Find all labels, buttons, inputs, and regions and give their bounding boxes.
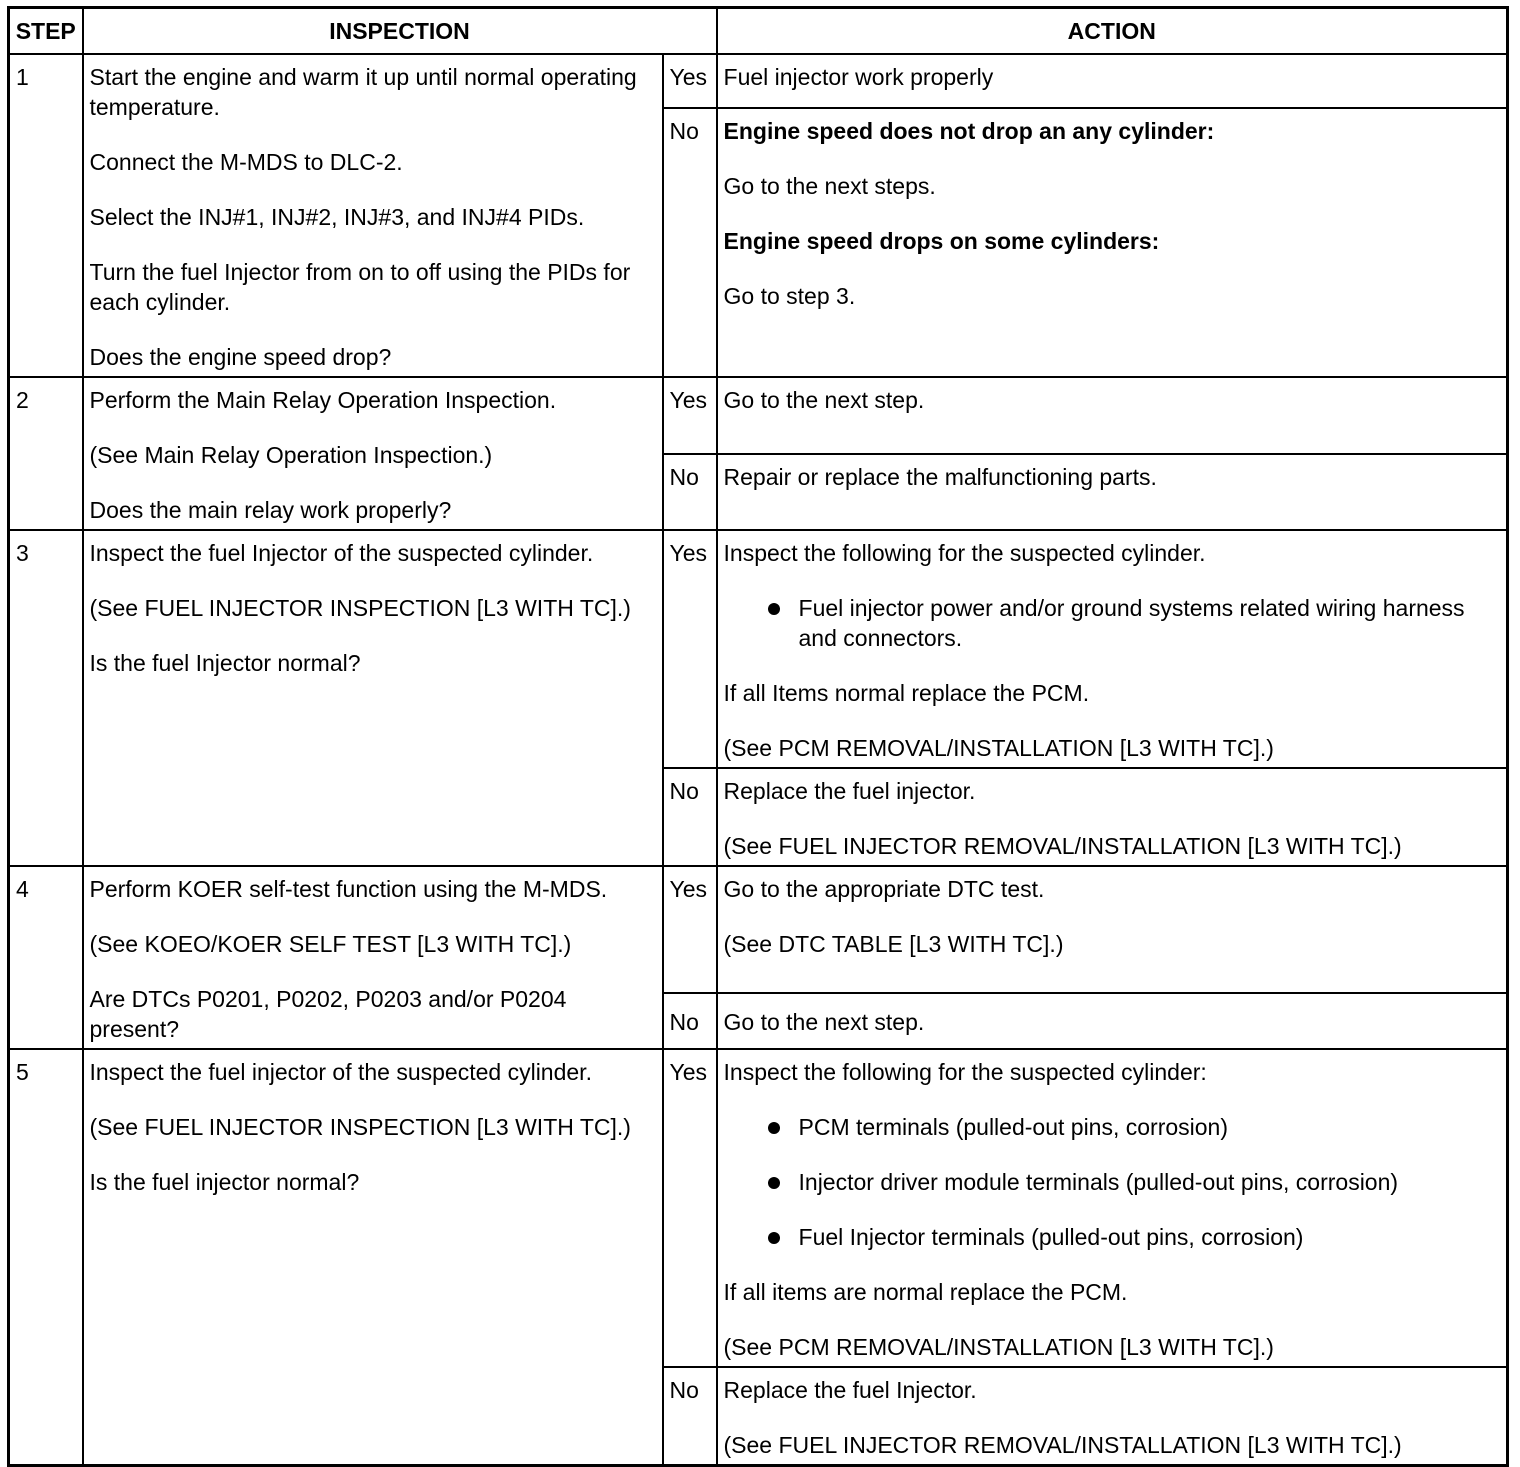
table-row-step-4-yes	[9, 866, 1508, 993]
no-label: No	[663, 768, 717, 866]
header-row	[9, 8, 1508, 55]
action-text: Inspect the following for the suspected cylinder.	[723, 540, 1206, 566]
inspection-cell	[83, 54, 663, 377]
inspection-checklist	[724, 593, 1501, 653]
no-action-cell	[717, 454, 1508, 531]
action-text: Inspect the following for the suspected cylinder:	[723, 1059, 1207, 1085]
table-row-step-3-yes	[9, 530, 1508, 768]
no-action-cell	[717, 768, 1508, 866]
action-text: Replace the fuel injector.	[723, 778, 976, 804]
yes-action-cell	[717, 1049, 1508, 1367]
yes-action-cell	[717, 866, 1508, 993]
yes-label: Yes	[663, 866, 717, 993]
yes-action-cell	[717, 54, 1508, 108]
list-item: Injector driver module terminals (pulled-out pins, corrosion)	[764, 1167, 1501, 1197]
step-number: 4	[9, 866, 83, 1049]
inspection-reference: (See KOEO/KOER SELF TEST [L3 WITH TC].)	[89, 931, 572, 957]
action-reference: (See PCM REMOVAL/INSTALLATION [L3 WITH TC].)	[723, 1334, 1274, 1360]
header-action: ACTION	[717, 8, 1508, 55]
yes-label: Yes	[663, 54, 717, 108]
step-number: 2	[9, 377, 83, 530]
inspection-checklist	[724, 1112, 1501, 1252]
inspection-question: Does the main relay work properly?	[89, 497, 452, 523]
action-reference: (See FUEL INJECTOR REMOVAL/INSTALLATION [L3 WITH TC].)	[723, 1432, 1402, 1458]
inspection-question: Is the fuel injector normal?	[89, 1169, 360, 1195]
action-condition-heading: Engine speed drops on some cylinders:	[723, 228, 1160, 255]
action-condition-heading: Engine speed does not drop an any cylinder:	[723, 118, 1215, 145]
no-label: No	[663, 1367, 717, 1466]
no-action-cell	[717, 108, 1508, 377]
step-number: 1	[9, 54, 83, 377]
no-label: No	[663, 993, 717, 1049]
inspection-text: Inspect the fuel injector of the suspected cylinder.	[89, 1059, 592, 1085]
inspection-question: Is the fuel Injector normal?	[89, 650, 361, 676]
action-text: Go to the appropriate DTC test.	[723, 876, 1045, 902]
inspection-cell	[83, 530, 663, 866]
inspection-text: Connect the M-MDS to DLC-2.	[89, 149, 403, 175]
inspection-question: Are DTCs P0201, P0202, P0203 and/or P0204 present?	[89, 986, 567, 1042]
action-reference: (See FUEL INJECTOR REMOVAL/INSTALLATION [L3 WITH TC].)	[723, 833, 1402, 859]
inspection-cell	[83, 377, 663, 530]
action-reference: (See DTC TABLE [L3 WITH TC].)	[723, 931, 1064, 957]
table-row-step-5-yes	[9, 1049, 1508, 1367]
yes-action-cell	[717, 377, 1508, 454]
no-action-cell	[717, 1367, 1508, 1466]
inspection-text: Select the INJ#1, INJ#2, INJ#3, and INJ#4 PIDs.	[89, 204, 585, 230]
action-text: If all items are normal replace the PCM.	[723, 1279, 1128, 1305]
action-text: Fuel injector work properly	[723, 64, 994, 90]
action-text: Replace the fuel Injector.	[723, 1377, 977, 1403]
step-number: 3	[9, 530, 83, 866]
list-item: PCM terminals (pulled-out pins, corrosion)	[764, 1112, 1501, 1142]
yes-label: Yes	[663, 377, 717, 454]
inspection-text: Start the engine and warm it up until normal operating temperature.	[89, 64, 637, 120]
table-row-step-2-yes	[9, 377, 1508, 454]
inspection-reference: (See FUEL INJECTOR INSPECTION [L3 WITH TC].)	[89, 1114, 631, 1140]
action-reference: (See PCM REMOVAL/INSTALLATION [L3 WITH TC].)	[723, 735, 1274, 761]
no-action-cell	[717, 993, 1508, 1049]
header-inspection: INSPECTION	[83, 8, 717, 55]
inspection-reference: (See FUEL INJECTOR INSPECTION [L3 WITH TC].)	[89, 595, 631, 621]
list-item: Fuel Injector terminals (pulled-out pins, corrosion)	[764, 1222, 1501, 1252]
header-step: STEP	[9, 8, 83, 55]
inspection-text: Inspect the fuel Injector of the suspected cylinder.	[89, 540, 594, 566]
action-text: Go to the next step.	[723, 1009, 925, 1036]
inspection-text: Perform the Main Relay Operation Inspection.	[89, 387, 557, 413]
yes-action-cell	[717, 530, 1508, 768]
action-text: Go to the next step.	[723, 387, 925, 413]
yes-label: Yes	[663, 1049, 717, 1367]
no-label: No	[663, 454, 717, 531]
list-item: Fuel injector power and/or ground systems related wiring harness and connectors.	[764, 593, 1501, 653]
inspection-text: Perform KOER self-test function using the M-MDS.	[89, 876, 608, 902]
inspection-question: Does the engine speed drop?	[89, 344, 392, 370]
inspection-cell	[83, 1049, 663, 1466]
inspection-cell	[83, 866, 663, 1049]
inspection-reference: (See Main Relay Operation Inspection.)	[89, 442, 493, 468]
action-text: Repair or replace the malfunctioning parts.	[723, 463, 1157, 490]
table-row-step-1-yes	[9, 54, 1508, 108]
no-label: No	[663, 108, 717, 377]
step-number: 5	[9, 1049, 83, 1466]
action-text: Go to the next steps.	[723, 173, 936, 200]
action-text: If all Items normal replace the PCM.	[723, 680, 1090, 706]
diagnostic-procedure-table	[7, 6, 1509, 1467]
inspection-text: Turn the fuel Injector from on to off using the PIDs for each cylinder.	[89, 259, 631, 315]
action-text: Go to step 3.	[723, 283, 856, 310]
yes-label: Yes	[663, 530, 717, 768]
